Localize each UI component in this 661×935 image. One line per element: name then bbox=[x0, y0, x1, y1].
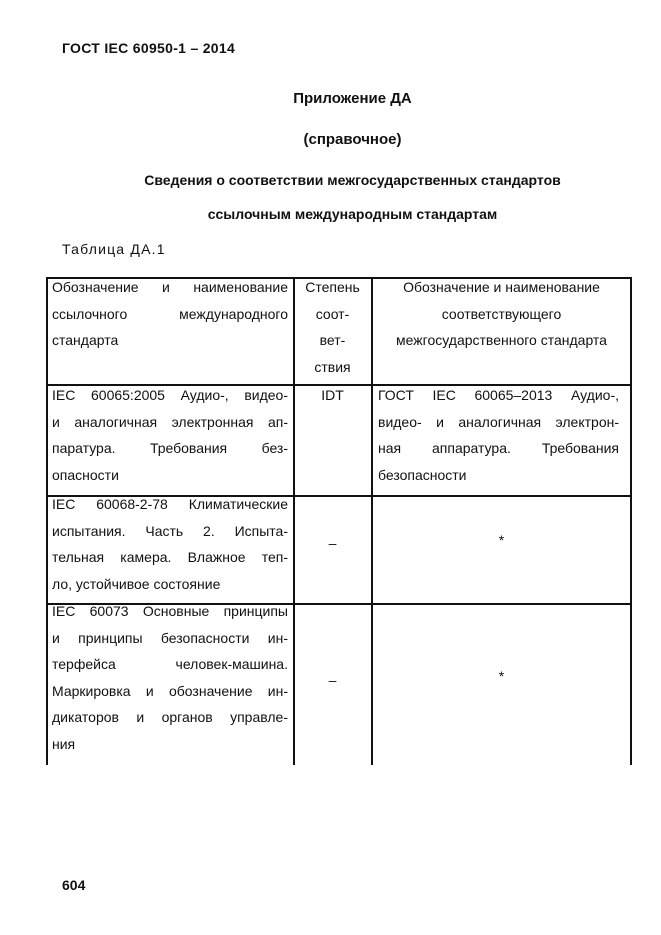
header-ref-line: Обозначение и наименование bbox=[52, 279, 288, 295]
table-row-3-ref bbox=[52, 598, 288, 757]
header-degree-line: ствия bbox=[314, 358, 351, 375]
row-1-national-line: безопасности bbox=[378, 466, 467, 483]
table-row-1-degree: IDT bbox=[321, 387, 344, 403]
table-row-3-degree: – bbox=[328, 672, 337, 688]
appendix-heading-line-2: ссылочным международным стандартам bbox=[207, 206, 498, 222]
appendix-subtitle: (справочное) bbox=[303, 131, 402, 148]
row-3-ref-line: терфейса человек-машина. bbox=[52, 656, 288, 672]
row-1-national-line: ГОСТ IEC 60065–2013 Аудио-, bbox=[378, 387, 619, 403]
header-ref-line: стандарта bbox=[52, 332, 119, 348]
row-3-ref-line: и принципы безопасности ин- bbox=[52, 629, 288, 646]
table-row-1-ref bbox=[52, 382, 288, 488]
header-ref-line: ссылочного международного bbox=[52, 305, 288, 322]
row-1-ref-line: паратура. Требования без- bbox=[52, 440, 288, 456]
row-2-ref-line: испытания. Часть 2. Испыта- bbox=[52, 522, 288, 539]
row-3-ref-line: ния bbox=[52, 735, 76, 752]
header-degree-line: Степень bbox=[305, 279, 360, 295]
document-header: ГОСТ IEC 60950-1 – 2014 bbox=[62, 40, 236, 56]
table-label: Таблица ДА.1 bbox=[62, 241, 166, 257]
header-ref-standard bbox=[52, 274, 288, 354]
header-degree-line: вет- bbox=[319, 332, 346, 348]
header-degree bbox=[294, 274, 371, 380]
row-3-ref-line: Маркировка и обозначение ин- bbox=[52, 682, 288, 699]
appendix-heading-line-1: Сведения о соответствии межгосударственных стандартов bbox=[144, 172, 561, 188]
table-row-2-degree: – bbox=[328, 535, 337, 551]
row-1-national-line: ная аппаратура. Требования bbox=[378, 440, 619, 456]
row-3-ref-line: IEC 60073 Основные принципы bbox=[52, 603, 288, 619]
header-degree-line: соот- bbox=[315, 305, 350, 322]
appendix-title: Приложение ДА bbox=[293, 90, 412, 107]
row-3-ref-line: дикаторов и органов управле- bbox=[52, 709, 288, 725]
row-1-ref-line: IEC 60065:2005 Аудио-, видео- bbox=[52, 387, 288, 403]
row-2-ref-line: ло, устойчивое состояние bbox=[52, 575, 221, 592]
row-1-ref-line: опасности bbox=[52, 466, 119, 483]
table-row-3-national: * bbox=[498, 668, 505, 684]
page-number: 604 bbox=[62, 877, 86, 893]
header-national-line: межгосударственного стандарта bbox=[396, 332, 607, 348]
row-1-ref-line: и аналогичная электронная ап- bbox=[52, 413, 288, 430]
table-row-1-national bbox=[378, 382, 619, 488]
row-1-national-line: видео- и аналогичная электрон- bbox=[378, 413, 619, 430]
row-2-ref-line: тельная камера. Влажное теп- bbox=[52, 549, 288, 565]
header-national-line: Обозначение и наименование bbox=[403, 279, 600, 295]
header-national-line: соответствующего bbox=[441, 305, 562, 322]
table-row-2-national: * bbox=[498, 532, 505, 548]
row-2-ref-line: IEC 60068-2-78 Климатические bbox=[52, 496, 288, 512]
header-national-standard bbox=[373, 274, 630, 354]
table-row-2-ref bbox=[52, 491, 288, 597]
